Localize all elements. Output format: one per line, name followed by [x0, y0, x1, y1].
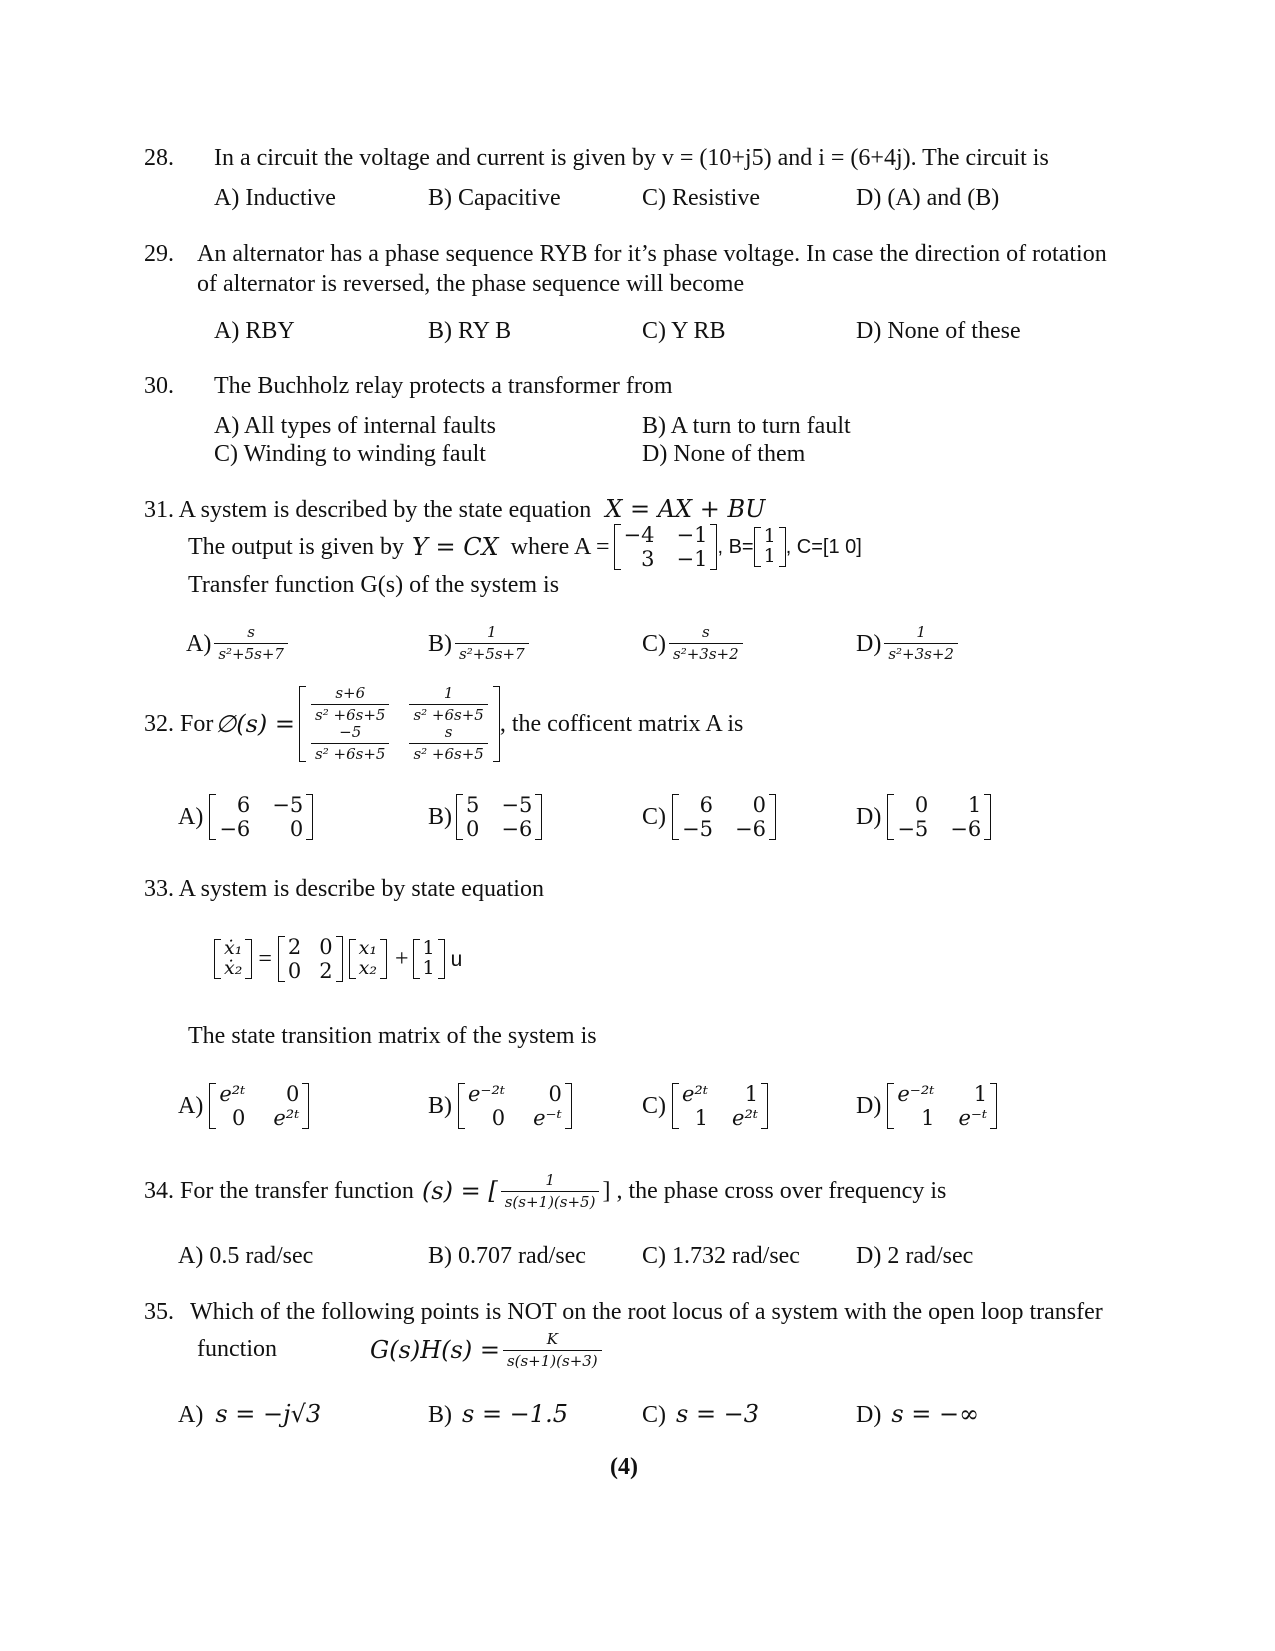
- q31-option-d-num: 1: [916, 623, 926, 641]
- q32-m22-den: s² +6s+5: [409, 743, 487, 762]
- q32-option-b: [428, 794, 542, 840]
- q28-option-b: B) Capacitive: [428, 185, 561, 211]
- q34-den: s(s+1)(s+5): [501, 1191, 600, 1210]
- q35-option-c-value: s = −3: [676, 1400, 760, 1428]
- q33-a-22: e²ᵗ: [273, 1106, 300, 1131]
- q32-b-22: −6: [501, 817, 533, 842]
- q31-c-label: , C=[1 0]: [785, 536, 862, 558]
- q33-a-12: 0: [286, 1082, 300, 1106]
- q31-b-label: , B=: [717, 536, 754, 558]
- q28-number: 28.: [144, 145, 174, 171]
- q33-line2: The state transition matrix of the system is: [188, 1023, 597, 1049]
- q32-c-11: 6: [699, 793, 713, 817]
- q35-option-a: [178, 1402, 321, 1427]
- page-number: (4): [610, 1454, 638, 1480]
- q31-matrix-b: [754, 527, 786, 567]
- q31-option-d-label: D): [856, 630, 882, 657]
- q31-line3: Transfer function G(s) of the system is: [188, 572, 560, 598]
- q35-number: 35.: [144, 1299, 174, 1325]
- q31-option-d: [856, 625, 961, 662]
- q35-den: s(s+1)(s+3): [503, 1350, 602, 1369]
- q32-option-b-label: B): [428, 804, 452, 831]
- q33-a-22: 2: [319, 959, 333, 984]
- q28-text: In a circuit the voltage and current is given by v = (10+j5) and i = (6+4j). The circuit is: [214, 145, 1049, 171]
- q35-option-c: [642, 1402, 759, 1427]
- q30-option-b: B) A turn to turn fault: [642, 413, 851, 439]
- q33-a-11: 2: [287, 935, 302, 959]
- q30-number: 30.: [144, 373, 174, 399]
- q32-option-c-label: C): [642, 804, 666, 831]
- q33-option-c-matrix: [672, 1083, 768, 1129]
- q34-option-d: D) 2 rad/sec: [856, 1243, 974, 1269]
- q35-line2: function: [197, 1336, 277, 1362]
- q35-line1: Which of the following points is NOT on the root locus of a system with the open loop transfer: [190, 1299, 1103, 1325]
- q33-u: u: [450, 947, 463, 971]
- q31-option-b-den: s²+5s+7: [455, 643, 529, 662]
- q33-d-12: 1: [973, 1082, 988, 1106]
- q31-a-21: 3: [641, 547, 655, 571]
- q35-num: K: [546, 1329, 558, 1348]
- q34-line: [144, 1166, 946, 1216]
- q31-a-22: −1: [676, 547, 708, 571]
- q35-gh: G(s)H(s) =: [370, 1336, 500, 1364]
- q30-option-c: C) Winding to winding fault: [214, 441, 486, 467]
- q32-option-a: [178, 794, 313, 840]
- q31-option-a: [186, 625, 291, 662]
- q32-option-b-matrix: [456, 794, 542, 840]
- q31-option-c-den: s²+3s+2: [669, 643, 743, 662]
- q33-option-d: [856, 1083, 997, 1129]
- q32-d-11: 0: [914, 793, 929, 817]
- q35-option-a-value: s = −j√3: [215, 1400, 322, 1428]
- q31-output-equation: Y = CX: [411, 533, 499, 561]
- q32-d-21: −5: [897, 817, 929, 842]
- q35-option-b-label: B): [428, 1402, 452, 1428]
- q33-option-b-matrix: [458, 1083, 572, 1129]
- q35-option-b: [428, 1402, 568, 1427]
- q29-option-b: B) RY B: [428, 318, 512, 344]
- q33-b-1: 1: [422, 937, 435, 960]
- q32-c-21: −5: [682, 817, 713, 842]
- q31-matrix-a: [614, 524, 718, 570]
- q32-m12-den: s² +6s+5: [409, 704, 487, 723]
- q31-option-c-label: C): [642, 630, 666, 657]
- q28-option-d: D) (A) and (B): [856, 185, 1000, 211]
- q32-c-12: 0: [752, 793, 766, 817]
- q32-option-d-matrix: [887, 794, 991, 840]
- q31-option-d-den: s²+3s+2: [884, 643, 958, 662]
- q34-option-c: C) 1.732 rad/sec: [642, 1243, 800, 1269]
- q32-c-22: −6: [734, 817, 766, 842]
- q32-m12-num: 1: [443, 684, 454, 702]
- q33-option-c: [642, 1083, 768, 1129]
- q33-b-12: 0: [548, 1082, 562, 1106]
- q32-a-22: 0: [289, 817, 304, 842]
- q29-line1: An alternator has a phase sequence RYB for it’s phase voltage. In case the direction of rotation: [197, 241, 1107, 267]
- q30-text: The Buchholz relay protects a transformer from: [214, 373, 673, 399]
- q32-a-21: −6: [219, 817, 251, 842]
- q33-x-2: x₂: [358, 957, 377, 980]
- q29-option-d: D) None of these: [856, 318, 1021, 344]
- q33-b-21: 0: [491, 1106, 506, 1131]
- q33-b-11: e⁻²ᵗ: [468, 1082, 506, 1106]
- q32-a-11: 6: [236, 793, 251, 817]
- q29-number: 29.: [144, 241, 174, 267]
- q33-c-12: 1: [744, 1082, 759, 1106]
- q33-b-22: e⁻ᵗ: [533, 1106, 562, 1131]
- q31-option-b: [428, 625, 532, 662]
- q31-line2: [188, 518, 862, 576]
- q32-option-c-matrix: [672, 794, 776, 840]
- q33-option-b: [428, 1083, 572, 1129]
- q33-xdot-1: ẋ₁: [224, 937, 243, 960]
- q31-option-a-num: s: [247, 623, 255, 641]
- q32-option-a-label: A): [178, 804, 204, 831]
- q28-option-a: A) Inductive: [214, 185, 336, 211]
- q29-option-c: C) Y RB: [642, 318, 726, 344]
- q33-text: 33. A system is describe by state equation: [144, 876, 544, 902]
- q33-b-2: 1: [422, 957, 435, 980]
- q31-option-b-label: B): [428, 630, 452, 657]
- q31-where-label: where A =: [510, 534, 610, 560]
- q32-suffix: , the cofficent matrix A is: [499, 711, 744, 737]
- q32-line: [144, 680, 743, 768]
- q33-xdot-vector: [214, 939, 252, 979]
- q31-option-c-num: s: [701, 623, 710, 641]
- q33-a-21: 0: [231, 1106, 246, 1131]
- q33-state-equation: [214, 936, 462, 982]
- q33-c-21: 1: [694, 1106, 709, 1131]
- q33-plus: +: [394, 946, 409, 973]
- q32-m11-den: s² +6s+5: [311, 704, 389, 723]
- q33-c-22: e²ᵗ: [732, 1106, 759, 1131]
- q33-option-a-matrix: [209, 1083, 309, 1129]
- q33-x-1: x₁: [358, 937, 377, 960]
- q32-a-12: −5: [272, 793, 304, 817]
- q32-transition-matrix: [299, 686, 500, 762]
- q32-m11-num: s+6: [335, 684, 366, 702]
- q33-option-d-matrix: [887, 1083, 997, 1129]
- q35-option-a-label: A): [178, 1402, 204, 1428]
- q33-d-21: 1: [921, 1106, 935, 1131]
- q32-b-11: 5: [466, 793, 480, 817]
- q33-x-vector: [349, 939, 387, 979]
- q31-intro: 31. A system is described by the state equation: [144, 497, 592, 523]
- q31-a-11: −4: [623, 522, 655, 547]
- q29-option-a: A) RBY: [214, 318, 295, 344]
- q32-m22-num: s: [444, 723, 453, 741]
- q34-option-a: A) 0.5 rad/sec: [178, 1243, 314, 1269]
- q32-m21-num: −5: [339, 723, 362, 741]
- q34-fs: (s) = [: [421, 1177, 498, 1205]
- q33-d-22: e⁻ᵗ: [958, 1106, 988, 1131]
- q33-b-vector: [413, 939, 445, 979]
- q31-option-a-label: A): [186, 630, 212, 657]
- q34-option-b: B) 0.707 rad/sec: [428, 1243, 586, 1269]
- q33-a-matrix: [278, 936, 343, 982]
- q31-option-b-num: 1: [487, 623, 497, 641]
- q35-option-c-label: C): [642, 1402, 666, 1428]
- q31-option-a-den: s²+5s+7: [214, 643, 288, 662]
- q32-option-c: [642, 794, 776, 840]
- q33-a-12: 0: [319, 935, 333, 959]
- q33-d-11: e⁻²ᵗ: [897, 1082, 935, 1106]
- q31-output-label: The output is given by: [188, 534, 404, 560]
- q31-a-12: −1: [676, 522, 708, 547]
- q32-d-22: −6: [950, 817, 982, 842]
- q32-b-21: 0: [466, 817, 480, 842]
- q35-option-d-label: D): [856, 1402, 882, 1428]
- q32-d-12: 1: [967, 793, 982, 817]
- q32-option-d-label: D): [856, 804, 882, 831]
- q35-option-d: [856, 1402, 979, 1427]
- q32-b-12: −5: [501, 793, 533, 817]
- q34-suffix: ] , the phase cross over frequency is: [602, 1178, 947, 1204]
- q31-b-2: 1: [763, 545, 776, 567]
- q31-state-equation: X = AX + BU: [605, 495, 766, 523]
- q28-option-c: C) Resistive: [642, 185, 760, 211]
- q32-option-d: [856, 794, 991, 840]
- q34-prefix: 34. For the transfer function: [144, 1178, 414, 1204]
- q33-c-11: e²ᵗ: [682, 1082, 709, 1106]
- q33-option-b-label: B): [428, 1093, 452, 1120]
- q33-a-11: e²ᵗ: [219, 1082, 246, 1106]
- q33-option-a-label: A): [178, 1093, 204, 1120]
- q30-option-a: A) All types of internal faults: [214, 413, 496, 439]
- q33-option-c-label: C): [642, 1093, 666, 1120]
- q32-m21-den: s² +6s+5: [311, 743, 389, 762]
- q33-a-21: 0: [287, 959, 302, 984]
- q31-b-1: 1: [763, 525, 776, 548]
- q32-option-a-matrix: [209, 794, 313, 840]
- q33-equals: =: [258, 946, 272, 973]
- q29-line2: of alternator is reversed, the phase sequence will become: [197, 271, 745, 297]
- q33-option-a: [178, 1083, 309, 1129]
- q32-prefix: 32. For: [144, 711, 214, 737]
- q35-transfer-function: [370, 1325, 605, 1375]
- q35-option-b-value: s = −1.5: [462, 1400, 568, 1428]
- q35-option-d-value: s = −∞: [891, 1400, 980, 1428]
- q32-phi: ∅(s) =: [215, 710, 296, 738]
- q30-option-d: D) None of them: [642, 441, 806, 467]
- q34-num: 1: [545, 1170, 555, 1189]
- q33-option-d-label: D): [856, 1093, 882, 1120]
- q33-xdot-2: ẋ₂: [224, 957, 243, 980]
- q31-option-c: [642, 625, 746, 662]
